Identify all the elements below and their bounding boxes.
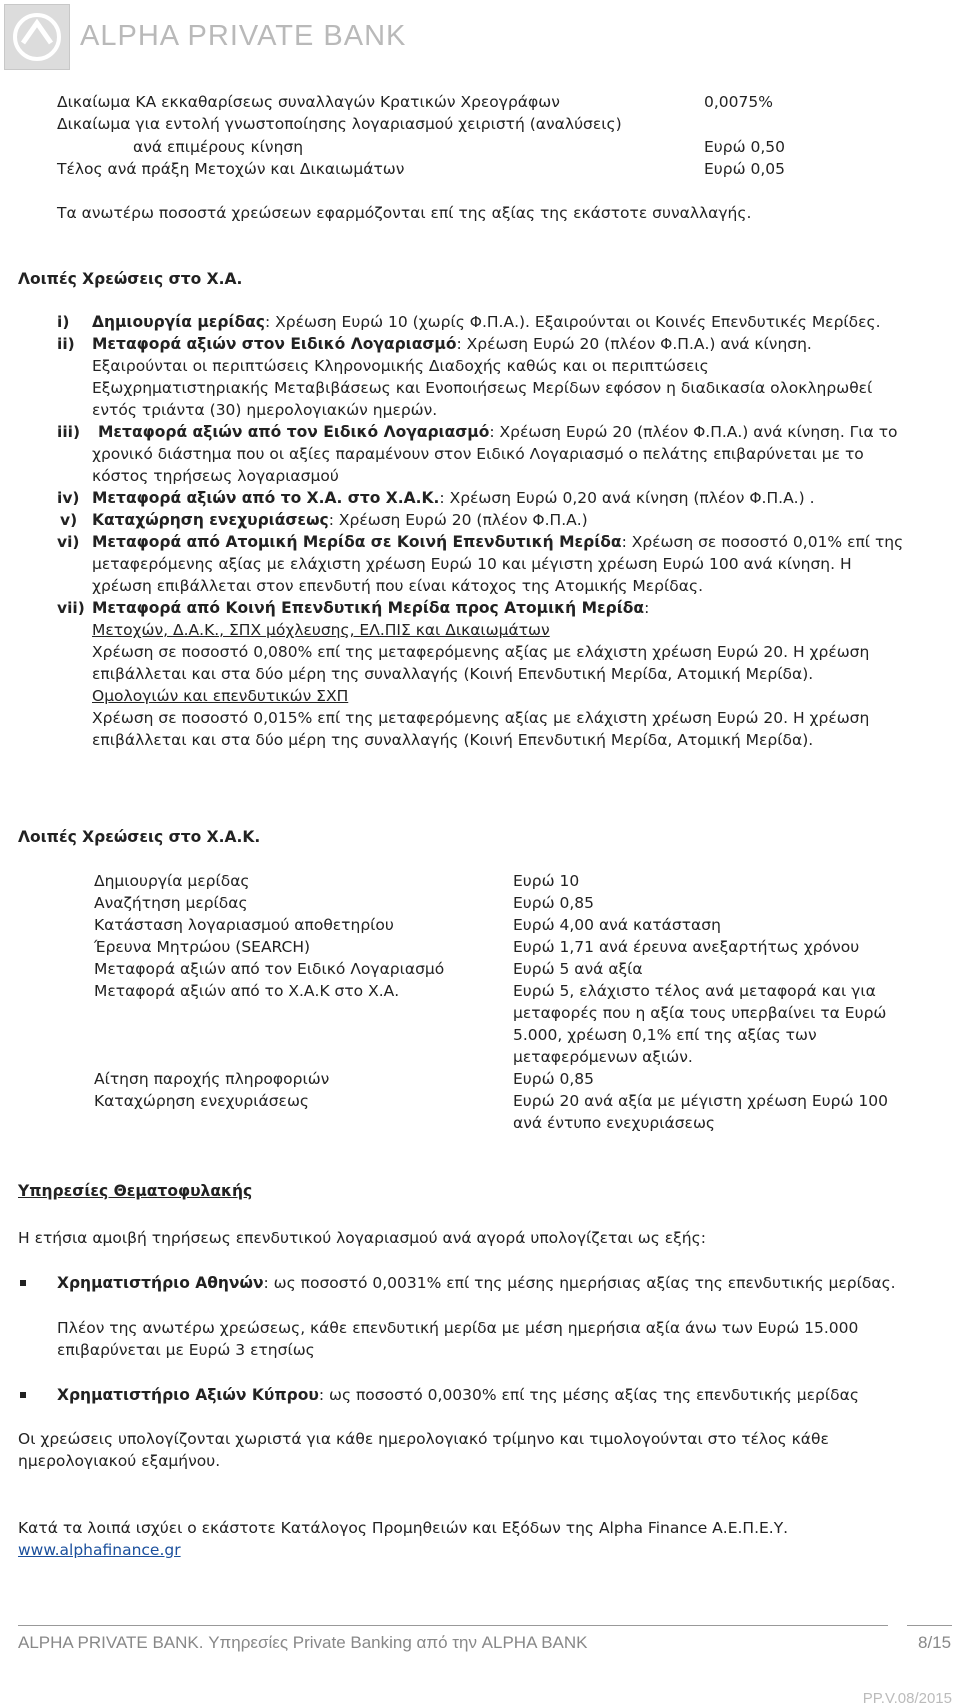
paragraph: ημερολογιακού εξαμήνου.: [18, 1452, 221, 1470]
fee-value: 5.000, χρέωση 0,1% επί της αξίας των: [513, 1026, 817, 1044]
list-item-text: Εξαιρούνται οι περιπτώσεις Κληρονομικής Διαδοχής καθώς και οι περιπτώσεις: [92, 357, 709, 375]
fee-value: Ευρώ 0,85: [513, 894, 595, 912]
page-number: 8/15: [918, 1633, 952, 1652]
fee-label: Αναζήτηση μερίδας: [94, 894, 248, 912]
section-title: Λοιπές Χρεώσεις στο Χ.Α.Κ.: [18, 828, 261, 846]
fee-value: Ευρώ 20 ανά αξία με μέγιστη χρέωση Ευρώ 100: [513, 1092, 888, 1110]
fee-value: Ευρώ 5, ελάχιστο τέλος ανά μεταφορά και για: [513, 982, 876, 1000]
list-item: v) Καταχώρηση ενεχυριάσεως: Χρέωση Ευρώ 20 (πλέον Φ.Π.Α.): [60, 511, 588, 529]
brand-name: ALPHA PRIVATE BANK: [80, 20, 407, 52]
list-item-text: κόστος τηρήσεως λογαριασμού: [92, 467, 339, 485]
list-item: iv) Μεταφορά αξιών από το Χ.Α. στο Χ.Α.Κ.: Χρέωση Ευρώ 0,20 ανά κίνηση (πλέον Φ.Π.Α.) .: [57, 489, 815, 507]
fee-value: μεταφορές που η αξία τους υπερβαίνει τα Ευρώ: [513, 1004, 887, 1022]
list-item: ii) Μεταφορά αξιών στον Ειδικό Λογαριασμό: Χρέωση Ευρώ 20 (πλέον Φ.Π.Α.) ανά κίνηση.: [57, 335, 812, 353]
list-item-text: Χρέωση σε ποσοστό 0,015% επί της μεταφερόμενης αξίας με ελάχιστη χρέωση Ευρώ 20. Η χρέωση: [92, 709, 870, 727]
fee-label: Μεταφορά αξιών από το Χ.Α.Κ στο Χ.Α.: [94, 982, 400, 1000]
fee-label: Μεταφορά αξιών από τον Ειδικό Λογαριασμό: [94, 960, 445, 978]
paragraph: Η ετήσια αμοιβή τηρήσεως επενδυτικού λογαριασμού ανά αγορά υπολογίζεται ως εξής:: [18, 1229, 706, 1247]
list-item-text: Εξωχρηματιστηριακής Μεταβιβάσεως και Ενοποιήσεως Μερίδων εφόσον η διαδικασία ολοκληρωθεί: [92, 379, 873, 397]
note: Τα ανωτέρω ποσοστά χρεώσεων εφαρμόζονται επί της αξίας της εκάστοτε συναλλαγής.: [57, 204, 752, 222]
bank-logo-icon: [4, 4, 70, 70]
fee-value: Ευρώ 10: [513, 872, 580, 890]
paragraph: Οι χρεώσεις υπολογίζονται χωριστά για κάθε ημερολογιακό τρίμηνο και τιμολογούνται στο τέλος κάθε: [18, 1430, 829, 1448]
fee-value: Ευρώ 4,00 ανά κατάσταση: [513, 916, 721, 934]
fee-label: Δικαίωμα για εντολή γνωστοποίησης λογαριασμού χειριστή (αναλύσεις): [57, 115, 622, 133]
list-item: i) Δημιουργία μερίδας: Χρέωση Ευρώ 10 (χωρίς Φ.Π.Α.). Εξαιρούνται οι Κοινές Επενδυτικές Μερίδες.: [57, 313, 881, 331]
fee-value: μεταφερόμενων αξιών.: [513, 1048, 693, 1066]
section-title: Υπηρεσίες Θεματοφυλακής: [18, 1182, 253, 1200]
fee-value: Ευρώ 1,71 ανά έρευνα ανεξαρτήτως χρόνου: [513, 938, 860, 956]
list-item-text: χρέωση επιβάλλεται στον επενδυτή που είναι κάτοχος της Ατομικής Μερίδας.: [92, 577, 703, 595]
footer-divider: [18, 1625, 888, 1626]
list-item-text: επιβάλλεται και στα δύο μέρη της συναλλαγής (Κοινή Επενδυτική Μερίδα, Ατομική Μερίδα).: [92, 731, 814, 749]
paragraph: επιβαρύνεται με Ευρώ 3 ετησίως: [57, 1341, 315, 1359]
version-label: PP.V.08/2015: [862, 1690, 952, 1707]
fee-value: Ευρώ 0,85: [513, 1070, 595, 1088]
website-link[interactable]: www.alphafinance.gr: [18, 1541, 181, 1559]
list-item: Χρηματιστήριο Αθηνών: ως ποσοστό 0,0031% επί της μέσης ημερήσιας αξίας της επενδυτικής μερίδας.: [57, 1274, 896, 1292]
footer-text: ALPHA PRIVATE BANK. Υπηρεσίες Private Banking από την ALPHA BANK: [18, 1633, 588, 1652]
list-item-text: επιβάλλεται και στα δύο μέρη της συναλλαγής (Κοινή Επενδυτική Μερίδα, Ατομική Μερίδα).: [92, 665, 814, 683]
list-item-text: χρονικό διάστημα που οι αξίες παραμένουν στον Ειδικό Λογαριασμό ο πελάτης επιβαρύνεται με το: [92, 445, 864, 463]
bullet-icon: [20, 1280, 26, 1286]
fee-value: 0,0075%: [704, 93, 773, 111]
list-item-text: μεταφερόμενης αξίας με ελάχιστη χρέωση Ευρώ 10 και μέγιστη χρέωση Ευρώ 100 ανά κίνηση. Η: [92, 555, 852, 573]
paragraph: Κατά τα λοιπά ισχύει ο εκάστοτε Κατάλογος Προμηθειών και Εξόδων της Alpha Finance Α.Ε.Π.Ε.Υ.: [18, 1519, 789, 1537]
fee-label: Καταχώρηση ενεχυριάσεως: [94, 1092, 310, 1110]
list-item: vi) Μεταφορά από Ατομική Μερίδα σε Κοινή Επενδυτική Μερίδα: Χρέωση σε ποσοστό 0,01% επί της: [57, 533, 904, 551]
fee-value: Ευρώ 0,05: [704, 160, 786, 178]
sub-heading: Μετοχών, Δ.Α.Κ., ΣΠΧ μόχλευσης, ΕΛ.ΠΙΣ και Δικαιωμάτων: [92, 621, 550, 639]
sub-heading: Ομολογιών και επενδυτικών ΣΧΠ: [92, 687, 349, 705]
list-item: iii) Μεταφορά αξιών από τον Ειδικό Λογαριασμό: Χρέωση Ευρώ 20 (πλέον Φ.Π.Α.) ανά κίνηση. Για το: [57, 423, 898, 441]
fee-label: Έρευνα Μητρώου (SEARCH): [94, 938, 311, 956]
fee-label: Τέλος ανά πράξη Μετοχών και Δικαιωμάτων: [57, 160, 405, 178]
list-item-text: Χρέωση σε ποσοστό 0,080% επί της μεταφερόμενης αξίας με ελάχιστη χρέωση Ευρώ 20. Η χρέωση: [92, 643, 870, 661]
section-title: Λοιπές Χρεώσεις στο Χ.Α.: [18, 270, 243, 288]
fee-label: ανά επιμέρους κίνηση: [133, 138, 304, 156]
fee-value: ανά έντυπο ενεχυριάσεως: [513, 1114, 716, 1132]
bullet-icon: [20, 1392, 26, 1398]
paragraph: Πλέον της ανωτέρω χρεώσεως, κάθε επενδυτική μερίδα με μέση ημερήσια αξία άνω των Ευρώ 15.000: [57, 1319, 859, 1337]
fee-label: Αίτηση παροχής πληροφοριών: [94, 1070, 330, 1088]
list-item: Χρηματιστήριο Αξιών Κύπρου: ως ποσοστό 0,0030% επί της μέσης αξίας της επενδυτικής μερίδας: [57, 1386, 859, 1404]
fee-label: Κατάσταση λογαριασμού αποθετηρίου: [94, 916, 394, 934]
footer-divider: [907, 1625, 952, 1626]
fee-value: Ευρώ 5 ανά αξία: [513, 960, 643, 978]
list-item: vii) Μεταφορά από Κοινή Επενδυτική Μερίδα προς Ατομική Μερίδα:: [57, 599, 650, 617]
fee-label: Δημιουργία μερίδας: [94, 872, 250, 890]
fee-label: Δικαίωμα ΚΑ εκκαθαρίσεως συναλλαγών Κρατικών Χρεογράφων: [57, 93, 560, 111]
link[interactable]: [18, 1539, 181, 1561]
fee-value: Ευρώ 0,50: [704, 138, 786, 156]
list-item-text: εντός τριάντα (30) ημερολογιακών ημερών.: [92, 401, 438, 419]
